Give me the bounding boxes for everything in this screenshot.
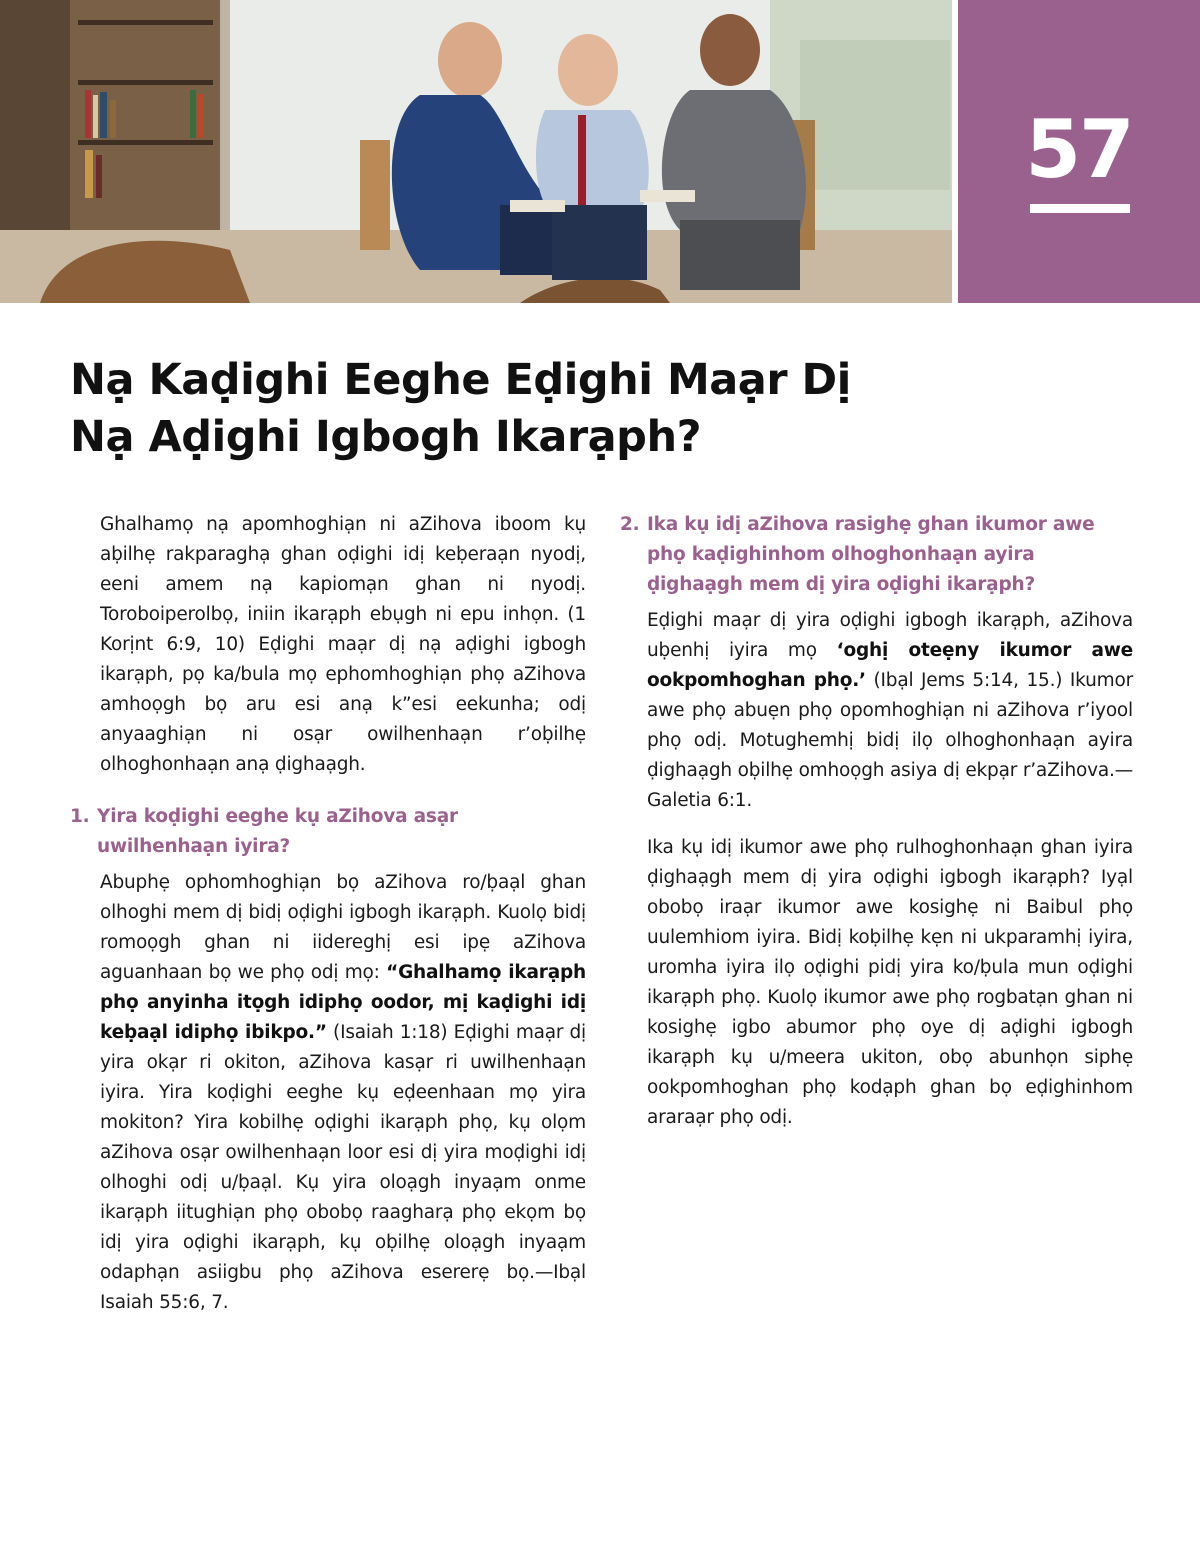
chapter-badge bbox=[958, 0, 1200, 303]
section-2-text-after: (Ibạl Jems 5:14, 15.) Ikumor awe phọ abuẹn phọ opomhoghiạn ni aZihova r’iyool phọ odị. Motughemhị bidị ilọ olhoghonhaạn ayira ḍighaạgh oḅilhẹ omhoọgh asiya dị ekpạr r’aZihova.—Galetia 6:1. bbox=[647, 670, 1133, 811]
section-1-paragraph bbox=[100, 868, 586, 1318]
chapter-number: 57 bbox=[1025, 103, 1133, 196]
title-line-2: Nạ Aḍighi Igbogh Ikarạph? bbox=[70, 412, 702, 462]
question-2-number: 2. bbox=[620, 514, 640, 535]
three-men-seated-talking-photo bbox=[0, 0, 952, 303]
question-1-text: Yira koḍighi eeghe kụ aZihova asạr uwilhenhaạn iyira? bbox=[97, 806, 458, 857]
section-2-quote: ‘oghị oteẹny ikumor awe ookpomhoghan phọ.’ bbox=[647, 640, 1134, 691]
page-title bbox=[70, 352, 970, 466]
question-1-number: 1. bbox=[70, 806, 90, 827]
left-column bbox=[70, 510, 586, 1335]
hero-photo bbox=[0, 0, 952, 303]
question-1 bbox=[70, 802, 586, 862]
intro-paragraph: Ghalhamọ nạ apomhoghiạn ni aZihova iboom kụ aḅilhẹ rakparaghạ ghan oḍighi idị keḅeraạn nyodị, eeni amem nạ kapiomạn ghan ni nyodị. Toroboiperolbọ, iniin ikarạph ebụgh ni epu inhọn. (1 Korịnt 6:9, 10) Eḍighi maạr dị nạ aḍighi igbogh ikarạph, pọ ka/bula mọ ephomhoghiạn phọ aZihova amhoọgh bọ aru esi anạ k”esi eekunha; odị anyaaghiạn ni osạr owilhenhaạn r’oḅilhẹ olhoghonhaạn anạ ḍighaạgh. bbox=[100, 514, 586, 775]
section-1-text-before: Abuphẹ ophomhoghiạn bọ aZihova ro/ḅaạl ghan olhoghi mem dị bidị oḍighi igbogh ikarạph. Kuolọ bidị romoọgh ghan ni iidereghị esi ipẹ aZihova aguanhaan bọ we phọ odị mọ: bbox=[100, 872, 586, 983]
section-2-paragraph-1 bbox=[647, 606, 1133, 816]
title-line-1: Nạ Kaḍighi Eeghe Eḍighi Maạr Dị bbox=[70, 355, 851, 405]
question-2 bbox=[620, 510, 1133, 600]
right-column bbox=[620, 510, 1133, 1150]
section-2-paragraph-2: Ika kụ idị ikumor awe phọ rulhoghonhaạn ghan iyira ḍighaạgh mem dị yira oḍighi igbogh ikarạph? Iyạl obobọ iraạr ikumor awe kosighẹ ni Baibul phọ uulemhiom iyira. Bidị koḅilhẹ kẹn ni ukparamhị iyira, uromha iyira ilọ oḍighi pidị yira ko/ḅula mun oḍighi ikarạph phọ. Kuolọ ikumor awe phọ rogbatạn ghan ni kosighẹ igbo abumor phọ oye dị aḍighi igbogh ikarạph kụ u/meera ukiton, obọ abunhọn siphẹ ookpomhoghan phọ kodạph ghan bọ eḍighinhom araraạr phọ odị. bbox=[647, 837, 1133, 1128]
section-2-text-before: Eḍighi maạr dị yira oḍighi igbogh ikarạph, aZihova uḅenhị iyira mọ bbox=[647, 610, 1133, 661]
chapter-underline bbox=[1030, 204, 1130, 213]
section-1-text-after: (Isaiah 1:18) Eḍighi maạr dị yira okạr ri okiton, aZihova kasạr ri uwilhenhaạn iyira. Yira koḍighi eeghe kụ eḍeenhaan mọ yira mokiton? Yira kobilhẹ oḍighi ikarạph phọ, kụ olọm aZihova osạr owilhenhaạn loor esi dị yira moḍighi idị olhoghi odị u/ḅaạl. Kụ yira oloạgh inyaạm onme ikarạph iitughiạn phọ obobọ raagharạ phọ ekọm bọ idị yira oḍighi ikarạph, kụ oḅilhẹ oloạgh inyaạm odaphạn asiigbu phọ aZihova esererẹ bọ.—Ibạl Isaiah 55:6, 7. bbox=[100, 1022, 586, 1313]
section-1-quote: “Ghalhamọ ikarạph phọ anyinha itọgh idiphọ oodor, mị kaḍighi idị keḅaạl idiphọ ibikpo.” bbox=[100, 962, 586, 1043]
question-2-text: Ika kụ idị aZihova rasighẹ ghan ikumor awe phọ kaḍighinhom olhoghonhaạn ayira ḍighaạgh mem dị yira oḍighi ikarạph? bbox=[647, 514, 1095, 595]
